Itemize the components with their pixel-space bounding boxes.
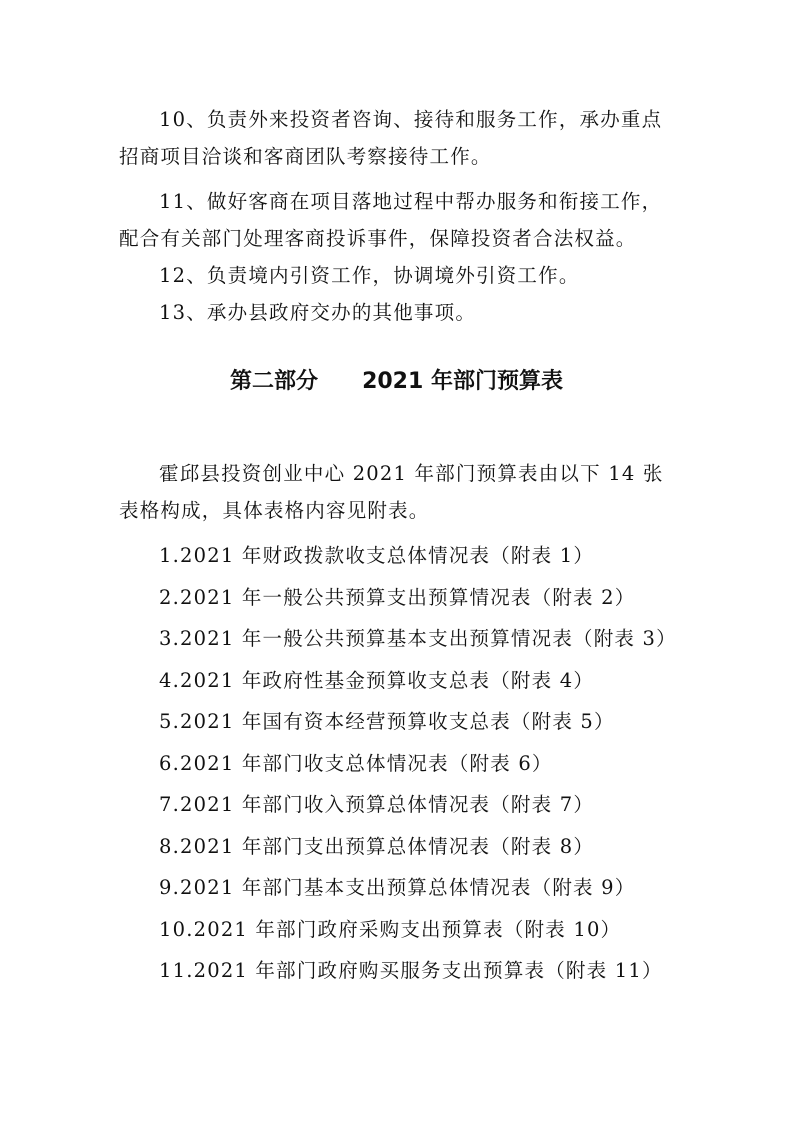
- table-list-item-4: 4.2021 年政府性基金预算收支总表（附表 4）: [159, 669, 595, 692]
- table-list-item-11: 11.2021 年部门政府购买服务支出预算表（附表 11）: [159, 959, 663, 982]
- section-title: 2021 年部门预算表: [362, 369, 563, 394]
- section-heading: [0, 362, 793, 402]
- table-list-item-10: 10.2021 年部门政府采购支出预算表（附表 10）: [159, 918, 622, 941]
- table-list-item-3: 3.2021 年一般公共预算基本支出预算情况表（附表 3）: [159, 627, 677, 650]
- section-part-label: 第二部分: [230, 369, 319, 394]
- table-list-item-8: 8.2021 年部门支出预算总体情况表（附表 8）: [159, 835, 595, 858]
- table-list-item-9: 9.2021 年部门基本支出预算总体情况表（附表 9）: [159, 876, 636, 899]
- intro-paragraph: 霍邱县投资创业中心 2021 年部门预算表由以下 14 张表格构成，具体表格内容见附表。: [119, 462, 664, 522]
- duty-paragraph-13: 13、承办县政府交办的其他事项。: [159, 301, 477, 324]
- table-list-item-2: 2.2021 年一般公共预算支出预算情况表（附表 2）: [159, 586, 636, 609]
- duty-paragraph-12: 12、负责境内引资工作，协调境外引资工作。: [159, 264, 580, 287]
- table-list-item-7: 7.2021 年部门收入预算总体情况表（附表 7）: [159, 793, 595, 816]
- duty-paragraph-11: 11、做好客商在项目落地过程中帮办服务和衔接工作，配合有关部门处理客商投诉事件，保障投资者合法权益。: [119, 190, 663, 250]
- table-list-item-6: 6.2021 年部门收支总体情况表（附表 6）: [159, 752, 553, 775]
- duty-paragraph-10: 10、负责外来投资者咨询、接待和服务工作，承办重点招商项目洽谈和客商团队考察接待工作。: [119, 108, 663, 168]
- table-list-item-1: 1.2021 年财政拨款收支总体情况表（附表 1）: [159, 544, 595, 567]
- table-list-item-5: 5.2021 年国有资本经营预算收支总表（附表 5）: [159, 710, 615, 733]
